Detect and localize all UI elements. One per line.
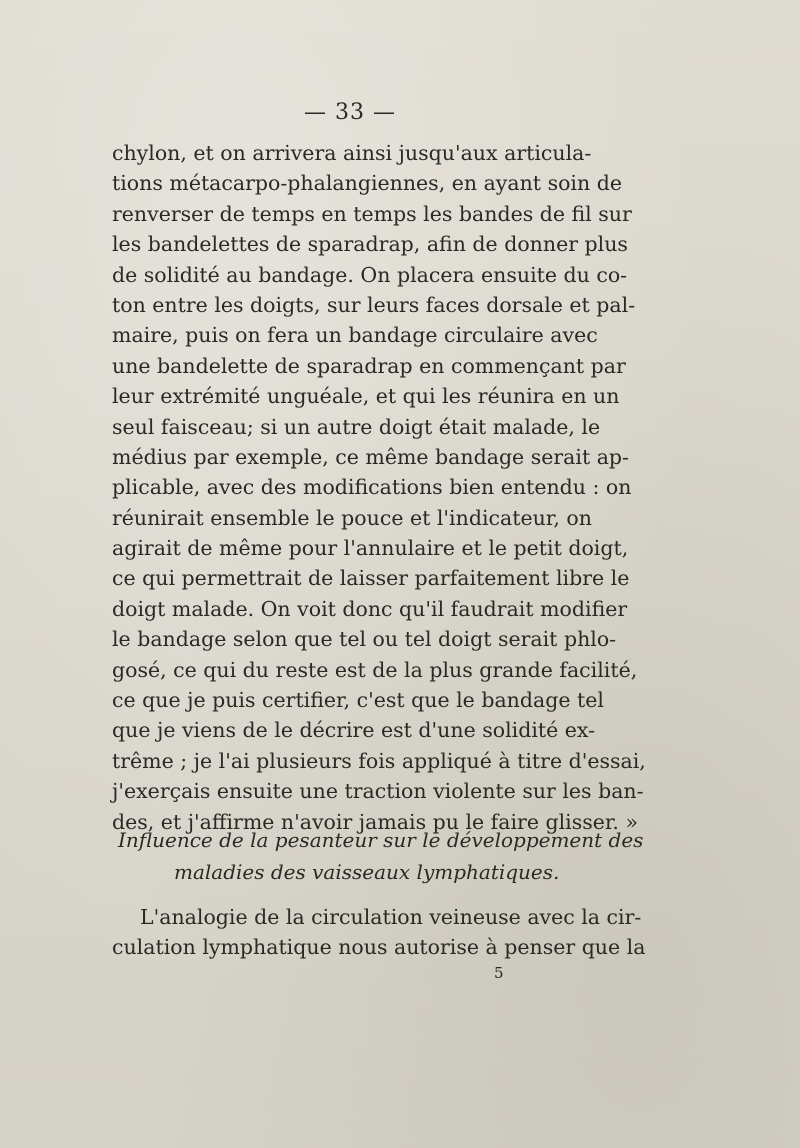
text-line: gosé, ce qui du reste est de la plus grande facilité, — [112, 657, 638, 682]
text-line: ce que je puis certifier, c'est que le bandage tel — [112, 688, 604, 713]
section-heading — [112, 824, 644, 888]
text-line: des, et j'affirme n'avoir jamais pu le faire glisser. » — [112, 809, 638, 834]
text-line: les bandelettes de sparadrap, afin de donner plus — [112, 232, 628, 257]
text-line: de solidité au bandage. On placera ensuite du co- — [112, 262, 628, 287]
text-line: culation lymphatique nous autorise à penser que la — [112, 935, 646, 960]
text-line: trême ; je l'ai plusieurs fois appliqué à titre d'essai, — [112, 748, 646, 773]
text-line: L'analogie de la circulation veineuse avec la cir- — [140, 905, 642, 929]
text-line: leur extrémité unguéale, et qui les réunira en un — [112, 384, 620, 409]
signature-mark: 5 — [494, 964, 504, 982]
text-line: agirait de même pour l'annulaire et le petit doigt, — [112, 536, 629, 561]
text-line: ce qui permettrait de laisser parfaitement libre le — [112, 566, 630, 591]
paragraph-1 — [112, 138, 646, 837]
heading-line-2: maladies des vaisseaux lymphatiques. — [174, 860, 560, 884]
text-line: que je viens de le décrire est d'une solidité ex- — [112, 718, 596, 743]
text-line: maire, puis on fera un bandage circulaire avec — [112, 323, 598, 348]
text-line: doigt malade. On voit donc qu'il faudrait modifier — [112, 596, 628, 621]
text-line: plicable, avec des modifications bien entendu : on — [112, 475, 632, 500]
text-line: tions métacarpo-phalangiennes, en ayant soin de — [112, 171, 622, 196]
text-line: ton entre les doigts, sur leurs faces dorsale et pal- — [112, 292, 636, 317]
text-line: chylon, et on arrivera ainsi jusqu'aux articula- — [112, 141, 592, 165]
page-number: — 33 — — [304, 100, 396, 125]
text-line: réunirait ensemble le pouce et l'indicateur, on — [112, 505, 592, 530]
text-line: le bandage selon que tel ou tel doigt serait phlo- — [112, 627, 617, 652]
heading-line-1: Influence de la pesanteur sur le développement des — [118, 828, 644, 852]
text-line: une bandelette de sparadrap en commençant par — [112, 353, 626, 378]
text-line: médius par exemple, ce même bandage serait ap- — [112, 444, 629, 469]
text-line: j'exerçais ensuite une traction violente sur les ban- — [112, 779, 644, 804]
paragraph-2 — [112, 902, 646, 963]
text-line: renverser de temps en temps les bandes de fil sur — [112, 201, 632, 226]
text-line: seul faisceau; si un autre doigt était malade, le — [112, 414, 601, 439]
